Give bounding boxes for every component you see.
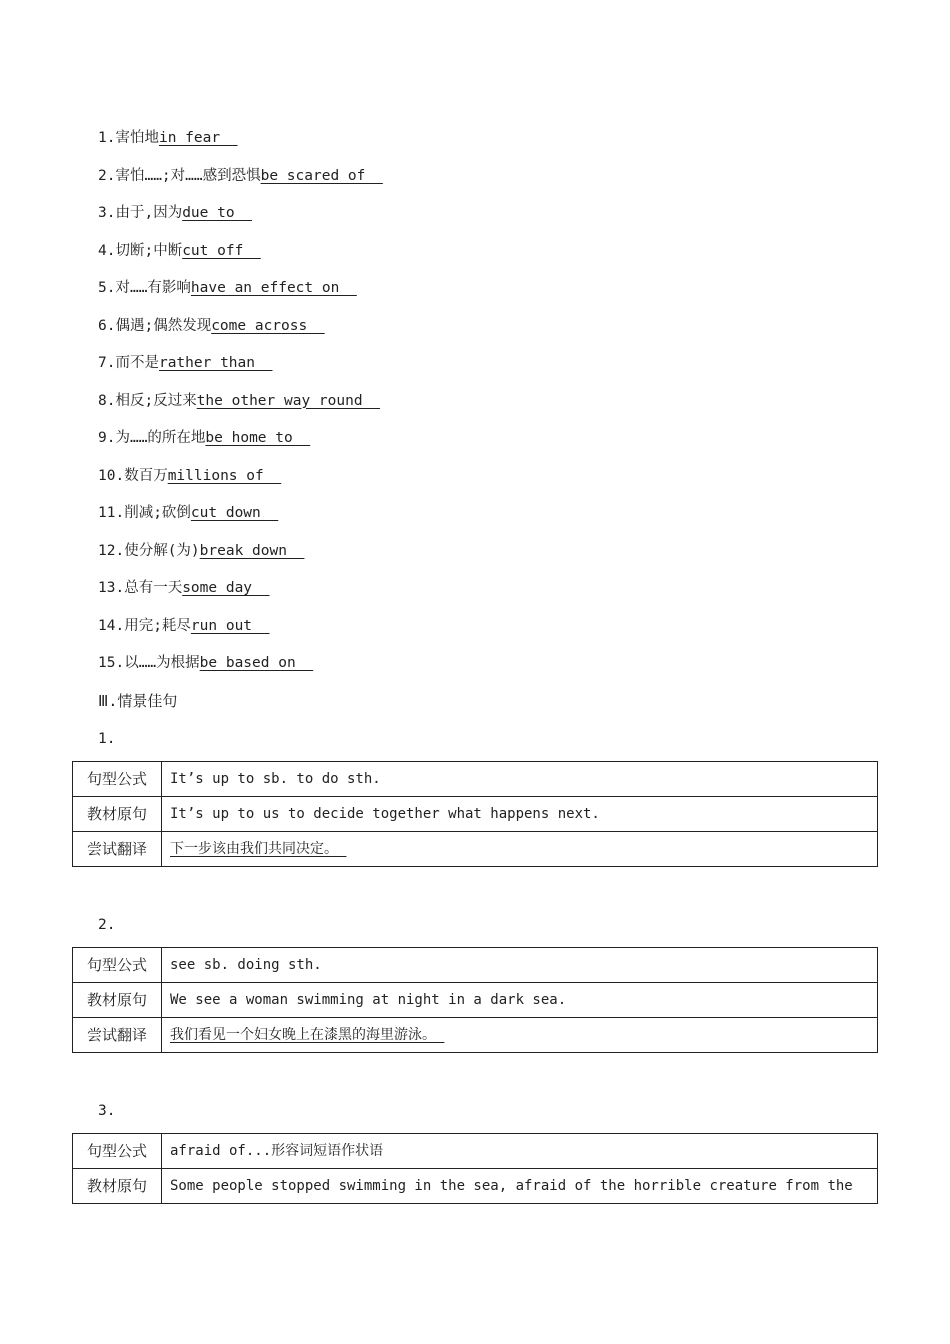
phrase-prefix: 13.总有一天 bbox=[98, 580, 183, 596]
phrase-list bbox=[98, 127, 878, 690]
phrase-item-7 bbox=[98, 352, 878, 390]
phrase-item-3 bbox=[98, 202, 878, 240]
phrase-item-9 bbox=[98, 427, 878, 465]
phrase-answer: run out bbox=[190, 617, 270, 634]
phrase-prefix: 3.由于,因为 bbox=[98, 205, 183, 221]
row-label: 教材原句 bbox=[73, 983, 162, 1018]
phrase-answer: some day bbox=[182, 580, 270, 596]
row-label: 句型公式 bbox=[73, 1134, 162, 1169]
table-row bbox=[73, 983, 878, 1018]
translation-answer: 我们看见一个妇女晚上在漆黑的海里游泳。 bbox=[170, 1027, 445, 1043]
phrase-prefix: 15.以……为根据 bbox=[98, 655, 200, 671]
table-row bbox=[73, 948, 878, 983]
sentence-table-2 bbox=[72, 947, 878, 1053]
row-content: It’s up to sb. to do sth. bbox=[162, 762, 878, 797]
row-content: It’s up to us to decide together what happens next. bbox=[162, 797, 878, 832]
phrase-prefix: 8.相反;反过来 bbox=[98, 392, 197, 409]
row-label: 句型公式 bbox=[73, 762, 162, 797]
row-label: 尝试翻译 bbox=[73, 1018, 162, 1053]
phrase-prefix: 5.对……有影响 bbox=[98, 280, 191, 296]
row-content: afraid of...形容词短语作状语 bbox=[162, 1134, 878, 1169]
phrase-answer: be scared of bbox=[260, 167, 383, 184]
row-label: 句型公式 bbox=[73, 948, 162, 983]
phrase-prefix: 7.而不是 bbox=[98, 355, 159, 371]
phrase-answer: be home to bbox=[205, 430, 311, 446]
table-row bbox=[73, 1169, 878, 1204]
phrase-answer: have an effect on bbox=[190, 280, 357, 296]
table-row bbox=[73, 762, 878, 797]
phrase-answer: the other way round bbox=[196, 392, 381, 409]
phrase-answer: come across bbox=[211, 317, 325, 334]
row-label: 教材原句 bbox=[73, 797, 162, 832]
sentence-table-1 bbox=[72, 761, 878, 867]
phrase-answer: break down bbox=[199, 542, 305, 559]
phrase-answer: cut off bbox=[182, 242, 261, 259]
table-row bbox=[73, 832, 878, 867]
section-title: Ⅲ.情景佳句 bbox=[98, 692, 178, 710]
phrase-item-2 bbox=[98, 165, 878, 203]
item-number-2: 2. bbox=[98, 917, 116, 933]
translation-cell bbox=[162, 832, 878, 867]
table-row bbox=[73, 1134, 878, 1169]
phrase-prefix: 10.数百万 bbox=[98, 467, 168, 484]
phrase-item-8 bbox=[98, 390, 878, 428]
phrase-prefix: 2.害怕……;对……感到恐惧 bbox=[98, 167, 261, 184]
phrase-item-5 bbox=[98, 277, 878, 315]
item-number-1: 1. bbox=[98, 731, 116, 747]
table-row bbox=[73, 1018, 878, 1053]
phrase-item-11 bbox=[98, 502, 878, 540]
phrase-item-13 bbox=[98, 577, 878, 615]
phrase-prefix: 11.削减;砍倒 bbox=[98, 505, 191, 521]
table-row bbox=[73, 797, 878, 832]
row-label: 尝试翻译 bbox=[73, 832, 162, 867]
phrase-item-14 bbox=[98, 615, 878, 653]
phrase-item-12 bbox=[98, 540, 878, 578]
row-label: 教材原句 bbox=[73, 1169, 162, 1204]
phrase-answer: rather than bbox=[158, 355, 273, 371]
phrase-answer: due to bbox=[182, 205, 253, 221]
translation-cell bbox=[162, 1018, 878, 1053]
phrase-prefix: 12.使分解(为) bbox=[98, 542, 200, 559]
phrase-prefix: 6.偶遇;偶然发现 bbox=[98, 317, 212, 334]
phrase-item-15 bbox=[98, 652, 878, 690]
phrase-prefix: 4.切断;中断 bbox=[98, 242, 183, 259]
row-content: We see a woman swimming at night in a dark sea. bbox=[162, 983, 878, 1018]
phrase-prefix: 1.害怕地 bbox=[98, 130, 159, 146]
phrase-answer: cut down bbox=[190, 505, 279, 521]
row-content: see sb. doing sth. bbox=[162, 948, 878, 983]
phrase-answer: be based on bbox=[199, 655, 314, 671]
translation-answer: 下一步该由我们共同决定。 bbox=[170, 841, 347, 857]
phrase-answer: millions of bbox=[167, 467, 282, 484]
item-number-3: 3. bbox=[98, 1103, 116, 1119]
row-content: Some people stopped swimming in the sea, afraid of the horrible creature from the bbox=[162, 1169, 878, 1204]
phrase-item-10 bbox=[98, 465, 878, 503]
phrase-item-6 bbox=[98, 315, 878, 353]
phrase-prefix: 14.用完;耗尽 bbox=[98, 617, 191, 634]
phrase-prefix: 9.为……的所在地 bbox=[98, 430, 206, 446]
phrase-item-4 bbox=[98, 240, 878, 278]
sentence-table-3 bbox=[72, 1133, 878, 1204]
phrase-answer: in fear bbox=[158, 130, 238, 146]
phrase-item-1 bbox=[98, 127, 878, 165]
